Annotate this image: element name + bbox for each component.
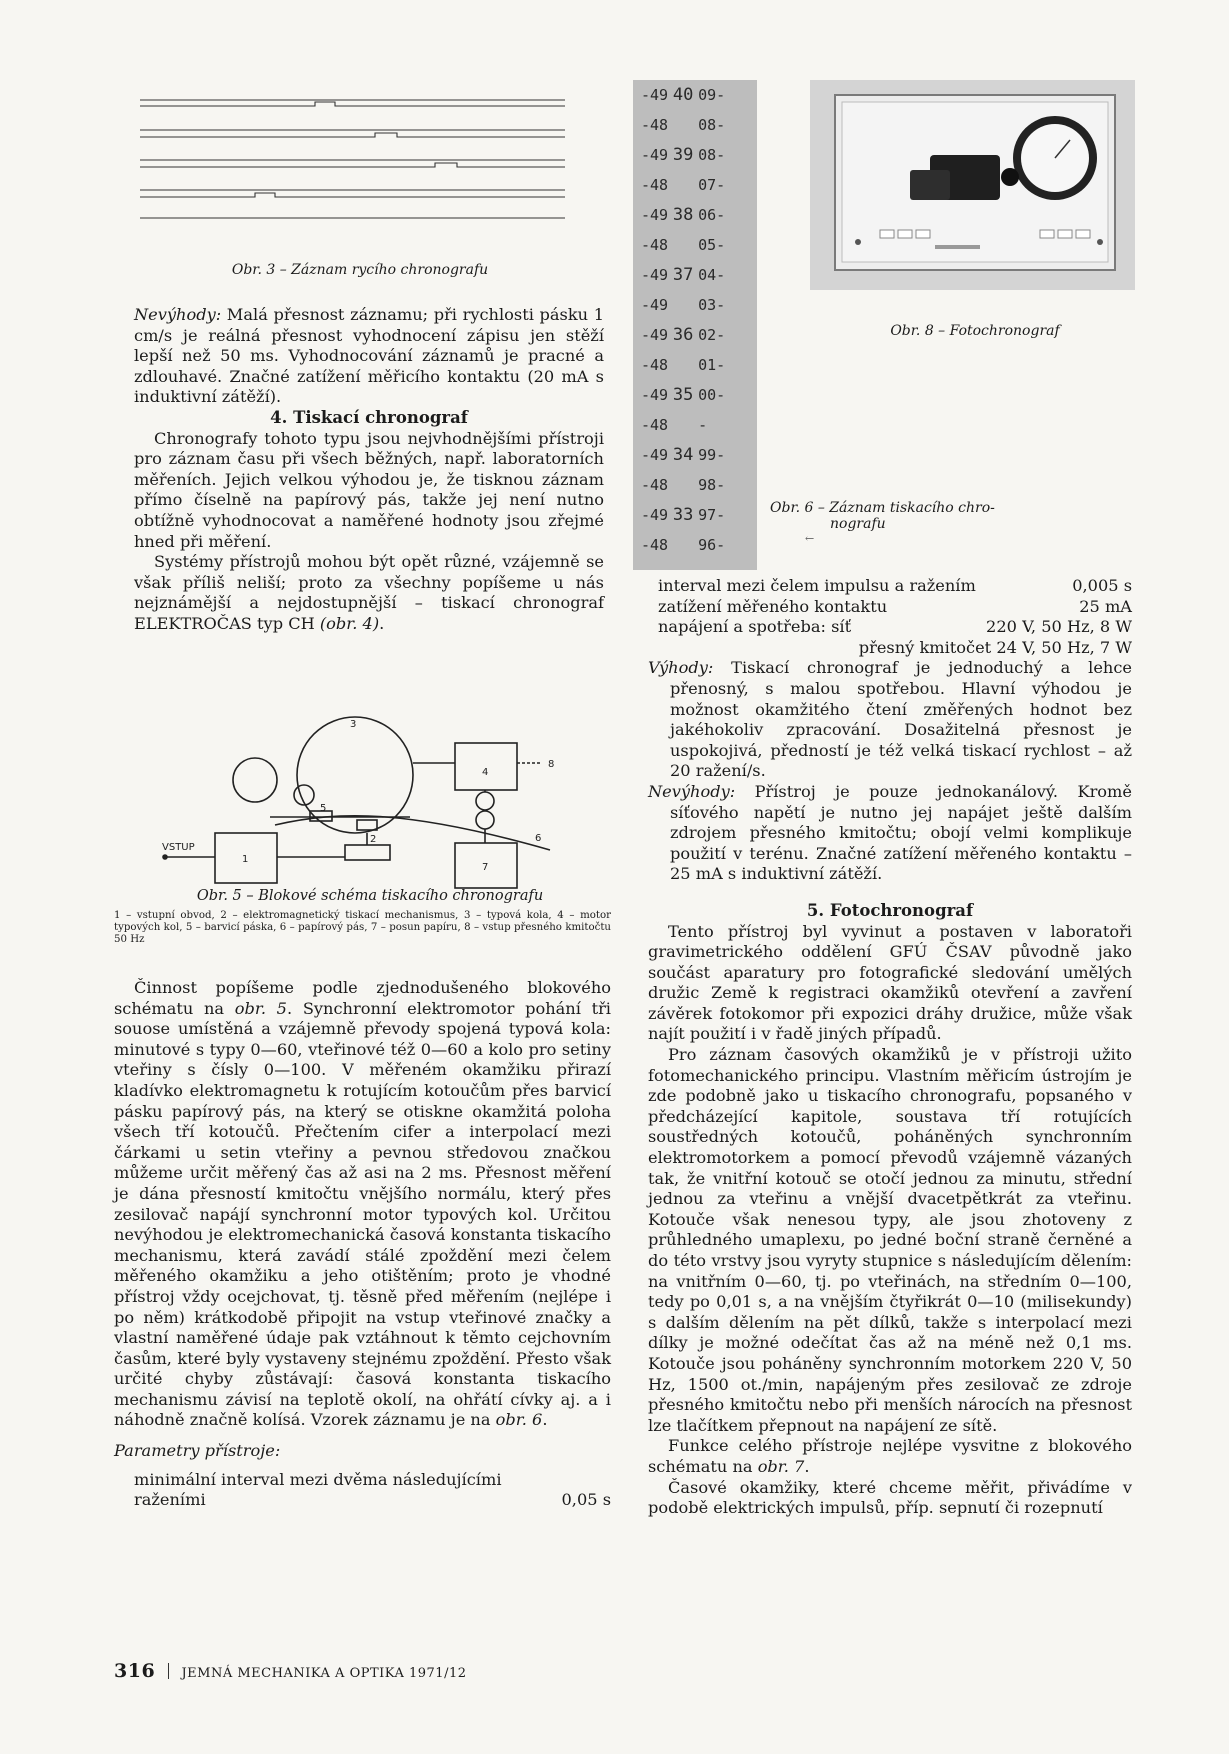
tape-hundredth: 98: [698, 476, 717, 494]
ref-obr5: obr. 5: [234, 998, 287, 1018]
fig5-label-3: 3: [350, 719, 357, 730]
tape-tick: -: [716, 146, 726, 164]
tape-tick: -: [641, 266, 651, 284]
nevyhody-label: Nevýhody:: [134, 305, 222, 324]
tape-row: [641, 178, 725, 193]
paragraph-cinnost: [114, 978, 611, 1431]
tape-minute: 49: [650, 326, 669, 344]
tape-minute: 49: [650, 86, 669, 104]
tape-row: [641, 265, 726, 285]
fig6-caption: [770, 500, 1030, 545]
fig5-label-8: 8: [548, 759, 555, 770]
paragraph-systemy-end: .: [379, 613, 385, 633]
tape-row: [641, 358, 725, 373]
tape-tick: -: [698, 416, 708, 434]
tape-tick: -: [641, 116, 651, 134]
paragraph-cinnost-text-a: Činnost popíšeme podle zjednodušeného blokového schématu na: [114, 978, 611, 1018]
tape-minute: 48: [650, 536, 669, 554]
vyhody-text: Tiskací chronograf je jednoduchý a lehce přenosný, s malou spotřebou. Hlavní výhodou je možnost okamžitého čtení změřených hodnot bez jakéhokoliv zpracování. Dosažitelná přesnost je uspokojivá, předností je též velká tiskací rychlost – až 20 ražení/s.: [670, 658, 1132, 781]
tape-hundredth: 09: [698, 86, 717, 104]
nevyhody2-label: Nevýhody:: [648, 781, 736, 801]
paragraph-chronografy: Chronografy tohoto typu jsou nejvhodnějšími přístroji pro záznam času při všech běžných, např. laboratorních měřeních. Jejich velkou výhodou je, že tisknou záznam přímo číselně na papírový pás, takže jej není nutno obtížně vyhodnocovat a naměřené hodnoty jsou zřejmé hned při měření.: [134, 428, 604, 551]
ref-obr7: obr. 7: [757, 1456, 805, 1476]
tape-tick: -: [716, 386, 726, 404]
fig6-tape-image: [633, 80, 757, 570]
tape-row: [641, 85, 726, 105]
journal-name: JEMNÁ MECHANIKA A OPTIKA 1971/12: [181, 1666, 467, 1681]
tape-tick: -: [716, 236, 726, 254]
fig6-caption-line2: nografu: [830, 516, 886, 532]
tape-row: [641, 145, 726, 165]
tape-tick: -: [641, 86, 651, 104]
tape-tick: -: [716, 296, 726, 314]
tape-hundredth: 04: [698, 266, 717, 284]
tape-tick: -: [716, 536, 726, 554]
tape-second: 34: [672, 445, 694, 465]
param-min-interval-line1: minimální interval mezi dvěma následujícími: [134, 1469, 502, 1489]
tape-hundredth: 08: [698, 146, 717, 164]
fig5-label-vstup: VSTUP: [162, 842, 195, 853]
paragraph-systemy-text: Systémy přístrojů mohou být opět různé, vzájemně se však příliš neliší; proto za všechny popíšeme u nás nejznámější a nejdostupnější – tiskací chronograf ELEKTROČAS typ CH: [134, 552, 604, 633]
param-load-value: 25 mA: [1079, 596, 1132, 616]
tape-minute: 48: [650, 176, 669, 194]
tape-minute: 48: [650, 356, 669, 374]
left-column-bottom: [114, 978, 611, 1511]
tape-tick: -: [641, 236, 651, 254]
param-interval-value: 0,005 s: [1072, 576, 1132, 595]
right-column: [648, 576, 1132, 1519]
paragraph-funkce: [648, 1436, 1132, 1477]
tape-row: [641, 538, 725, 553]
tape-row: [641, 505, 726, 525]
tape-second: 35: [672, 385, 694, 405]
nevyhody-text: Malá přesnost záznamu; při rychlosti pásku 1 cm/s je reálná přesnost vyhodnocení zápisu jen stěží lepší než 50 ms. Vyhodnocování záznamů je pracné a zdlouhavé. Značné zatížení měřicího kontaktu (20 mA s induktivní zátěží).: [134, 305, 604, 407]
fig5-caption: Obr. 5 – Blokové schéma tiskacího chronografu: [196, 888, 544, 904]
fig3-caption: Obr. 3 – Záznam rycího chronografu: [231, 262, 489, 278]
tape-second: 40: [672, 85, 694, 105]
fig3-trace-image: [135, 90, 575, 230]
tape-hundredth: 00: [698, 386, 717, 404]
page-number: 316: [114, 1660, 156, 1682]
tape-tick: -: [716, 356, 726, 374]
tape-minute: 48: [650, 476, 669, 494]
tape-tick: -: [641, 176, 651, 194]
right-params: [648, 576, 1132, 658]
fig5-label-6: 6: [535, 833, 542, 844]
tape-tick: -: [641, 386, 651, 404]
section-heading-5: 5. Fotochronograf: [806, 900, 974, 920]
tape-tick: -: [716, 476, 726, 494]
tape-hundredth: 06: [698, 206, 717, 224]
tape-hundredth: 96: [698, 536, 717, 554]
fig8-photo-image: [810, 80, 1135, 290]
tape-minute: 49: [650, 206, 669, 224]
tape-second: 39: [672, 145, 694, 165]
tape-row: [641, 385, 726, 405]
tape-tick: -: [716, 206, 726, 224]
tape-minute: 49: [650, 446, 669, 464]
tape-second: 37: [672, 265, 694, 285]
fig5-label-7: 7: [482, 862, 489, 873]
page-footer: [114, 1660, 467, 1682]
tape-hundredth: 08: [698, 116, 717, 134]
tape-tick: -: [641, 356, 651, 374]
param-power-value: 220 V, 50 Hz, 8 W: [986, 617, 1132, 637]
tape-hundredth: 03: [698, 296, 717, 314]
tape-tick: -: [716, 326, 726, 344]
tape-minute: 48: [650, 236, 669, 254]
paragraph-pro-zaznam: Pro záznam časových okamžiků je v přístroji užito fotomechanického principu. Vlastním měřicím ústrojím je zde podobně jako u tiskacího chronografu, popsaného v předcházející kapitole, soustava tří rotujících soustředných kotoučů, poháněných synchronním elektromotorkem a pomocí převodů vzájemně vázaných tak, že vnitřní kotouč se otočí jednou za minutu, střední jednou za vteřinu a vnější dvacetpětkrát za vteřinu. Kotouče však nenesou typy, ale jsou zhotoveny z průhledného umaplexu, po jedné boční straně černěné a do této vrstvy jsou vyryty stupnice s následujícím dělením: na vnitřním 0—60, tj. po vteřinách, na středním 0—100, tedy po 0,01 s, a na vnějším čtyřikrát 0—10 (milisekundy) s dalším dělením na pět dílků, takže s interpolací mezi dílky je možné odečítat čas až na méně než 0,1 ms. Kotouče jsou poháněny synchronním motorkem 220 V, 50 Hz, 1500 ot./min, napájeným přes zesilovač ze zdroje přesného kmitočtu nebo při menších nárocích na přesnost lze tlačítkem přepnout na napájení ze sítě.: [648, 1045, 1132, 1435]
tape-tick: -: [641, 476, 651, 494]
tape-tick: -: [716, 446, 726, 464]
tape-hundredth: 01: [698, 356, 717, 374]
paragraph-cinnost-text-c: .: [542, 1410, 548, 1430]
fig8-caption: Obr. 8 – Fotochronograf: [890, 323, 1060, 339]
tape-tick: -: [641, 326, 651, 344]
param-min-interval-value: 0,05 s: [561, 1490, 611, 1510]
paragraph-tento-pristroj: Tento přístroj byl vyvinut a postaven v laboratoři gravimetrického oddělení GFÚ ČSAV původně jako součást aparatury pro fotografické sledování umělých družic Země k registraci okamžiků otevření a zavření závěrek fotokomor při expozici dráhy družice, může však najít použití i v řadě jiných případů.: [648, 921, 1132, 1044]
tape-second: 36: [672, 325, 694, 345]
tape-tick: -: [716, 86, 726, 104]
fig5-label-2: 2: [370, 834, 377, 845]
tape-row: [641, 418, 707, 433]
tape-tick: -: [641, 296, 651, 314]
tape-row: [641, 118, 725, 133]
footer-divider: [168, 1663, 169, 1679]
nevyhody2-text: Přístroj je pouze jednokanálový. Kromě síťového napětí je nutno jej napájet ještě dalším zdrojem přesného kmitočtu; obojí velmi komplikuje použití v terénu. Značné zatížení měřeného kontaktu – 25 mA s induktivní zátěží.: [670, 781, 1132, 884]
fig5-label-1: 1: [242, 854, 249, 865]
left-column-top: [134, 305, 604, 635]
paragraph-casove-okamziky: Časové okamžiky, které chceme měřit, přivádíme v podobě elektrických impulsů, příp. sepnutí či rozepnutí: [648, 1477, 1132, 1518]
tape-tick: -: [641, 416, 651, 434]
tape-tick: -: [716, 176, 726, 194]
tape-hundredth: 99: [698, 446, 717, 464]
vyhody-paragraph: [648, 658, 1132, 782]
tape-tick: -: [641, 446, 651, 464]
tape-second: 38: [672, 205, 694, 225]
tape-tick: -: [641, 206, 651, 224]
ref-obr6: obr. 6: [495, 1410, 543, 1430]
tape-hundredth: 97: [698, 506, 717, 524]
tape-second: 33: [672, 505, 694, 525]
tape-row: [641, 325, 726, 345]
fig5-block-diagram: [160, 715, 580, 890]
tape-tick: -: [716, 116, 726, 134]
nevyhody-paragraph: [134, 305, 604, 408]
arrow-left-icon: ←: [805, 532, 815, 545]
params-label: [114, 1441, 611, 1462]
tape-minute: 48: [650, 416, 669, 434]
fig5-label-5: 5: [320, 803, 327, 814]
tape-tick: -: [641, 506, 651, 524]
tape-hundredth: 05: [698, 236, 717, 254]
param-interval-label: interval mezi čelem impulsu a ražením: [658, 576, 976, 595]
tape-hundredth: 07: [698, 176, 717, 194]
paragraph-systemy: [134, 552, 604, 634]
param-power-label: napájení a spotřeba: síť: [658, 617, 852, 637]
tape-tick: -: [716, 506, 726, 524]
tape-hundredth: 02: [698, 326, 717, 344]
tape-minute: 49: [650, 296, 669, 314]
tape-row: [641, 238, 725, 253]
param-min-interval: [114, 1470, 611, 1511]
tape-minute: 49: [650, 146, 669, 164]
param-load-label: zatížení měřeného kontaktu: [658, 596, 888, 616]
tape-row: [641, 445, 726, 465]
tape-tick: -: [641, 536, 651, 554]
nevyhody2-paragraph: [648, 782, 1132, 885]
fig5-label-4: 4: [482, 767, 489, 778]
param-freq-value: přesný kmitočet 24 V, 50 Hz, 7 W: [858, 637, 1132, 657]
tape-row: [641, 205, 726, 225]
paragraph-cinnost-text-b: . Synchronní elektromotor pohání tři souose umístěná a vzájemně převody spojená typová kola: minutové s typy 0—60, vteřinové též 0—60 a kolo pro setiny vteřiny s čísly 0—100. V měřeném okamžiku přirazí kladívko elektromagnetu k rotujícím kotoučům přes barvicí pásku papírový pás, na který se otiskne okamžitá poloha všech tří kotoučů. Přečtením cifer a interpolací mezi čárkami u setin vteřiny a pevnou středovou značkou můžeme určit měřený čas až asi na 2 ms. Přesnost měření je dána přesností kmitočtu vnějšího normálu, který přes zesilovač napájí synchronní motor typových kol. Určitou nevýhodou je elektromechanická časová konstanta tiskacího mechanismu, která zavádí stálé zpoždění mezi čelem měřeného okamžiku a jeho otištěním; proto je vhodné přístroj vždy ocejchovat, tj. těsně před měřením (nejlépe i po něm) krátkodobě připojit na vstup vteřinové značky a vlastní naměřené údaje pak vztáhnout k těmto cejchovním časům, které byly vystaveny stejnému zpoždění. Přesto však určité chyby zůstávají: časová konstanta tiskacího mechanismu závisí na teplotě okolí, na ohřátí cívky aj. a i náhodně značně kolísá. Vzorek záznamu je na: [114, 998, 611, 1430]
tape-row: [641, 298, 725, 313]
fig6-caption-line1: Obr. 6 – Záznam tiskacího chro-: [770, 500, 995, 516]
tape-tick: -: [716, 266, 726, 284]
tape-minute: 49: [650, 386, 669, 404]
ref-obr4: (obr. 4): [319, 613, 380, 633]
params-label-text: Parametry přístroje:: [114, 1441, 281, 1461]
tape-minute: 49: [650, 506, 669, 524]
param-min-interval-line2: raženími: [134, 1490, 206, 1510]
section-heading-4: 4. Tiskací chronograf: [270, 407, 468, 427]
tape-minute: 49: [650, 266, 669, 284]
fig5-legend: 1 – vstupní obvod, 2 – elektromagnetický tiskací mechanismus, 3 – typová kola, 4 – motor typových kol, 5 – barvicí páska, 6 – papírový pás, 7 – posun papíru, 8 – vstup přesného kmitočtu 50 Hz: [114, 910, 611, 945]
tape-row: [641, 478, 725, 493]
tape-tick: -: [641, 146, 651, 164]
paragraph-funkce-text-b: .: [804, 1456, 810, 1476]
tape-minute: 48: [650, 116, 669, 134]
vyhody-label: Výhody:: [648, 658, 714, 678]
paragraph-funkce-text-a: Funkce celého přístroje nejlépe vysvitne z blokového schématu na: [648, 1436, 1132, 1476]
